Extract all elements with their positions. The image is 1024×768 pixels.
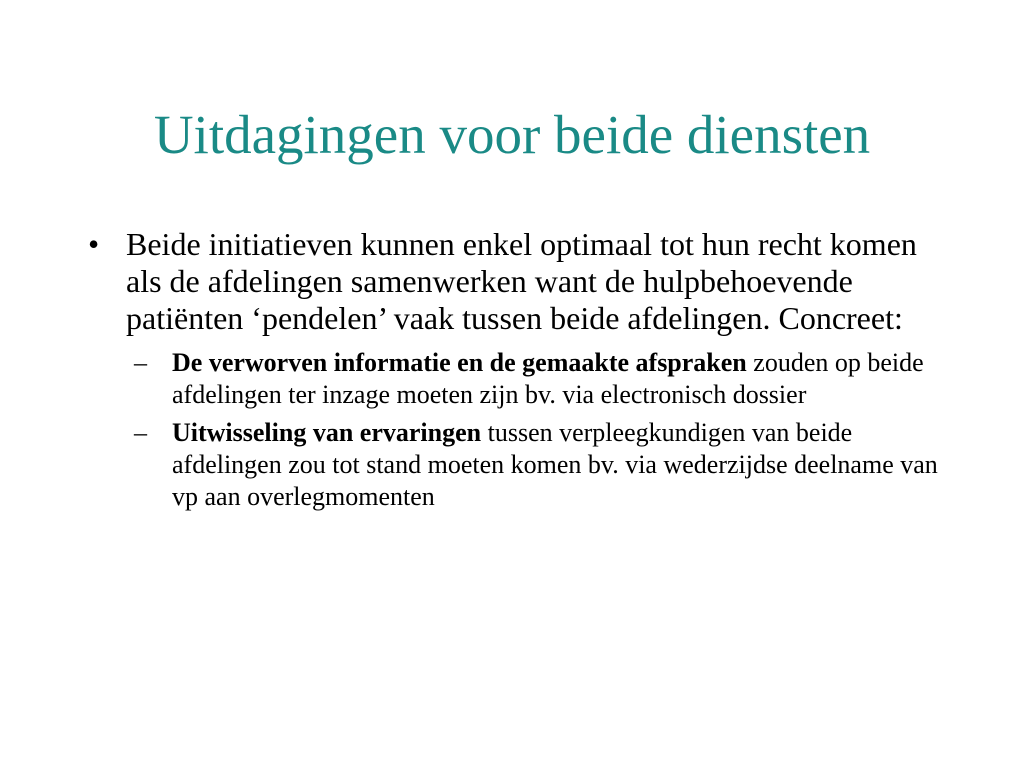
sub-bullet-text xyxy=(172,417,952,513)
sub-bullet-marker: – xyxy=(134,348,147,377)
sub-bullet-list xyxy=(134,347,968,513)
sub-bullet-text xyxy=(172,347,952,411)
sub-bullet-item xyxy=(134,417,968,513)
sub-bullet-item xyxy=(134,347,968,411)
bullet-text: Beide initiatieven kunnen enkel optimaal tot hun recht komen als de afdelingen samenwerken want de hulpbehoevende patiënten ‘pendelen’ vaak tussen beide afdelingen. Concreet: xyxy=(126,226,917,336)
bullet-marker: • xyxy=(88,226,100,262)
slide-body xyxy=(88,226,968,519)
sub-bullet-bold-text: De verworven informatie en de gemaakte afspraken xyxy=(172,348,747,377)
sub-bullet-rest-text: tussen verpleegkundigen van beide afdelingen zou tot stand moeten komen bv. via wederzijdse deelname van vp aan overlegmomenten xyxy=(172,418,938,511)
sub-bullet-rest-text: zouden op beide afdelingen ter inzage moeten zijn bv. via electronisch dossier xyxy=(172,348,924,409)
sub-bullet-bold-text: Uitwisseling van ervaringen xyxy=(172,418,482,447)
slide-title: Uitdagingen voor beide diensten xyxy=(153,104,871,165)
sub-bullet-marker: – xyxy=(134,418,147,447)
bullet-item xyxy=(88,226,968,337)
